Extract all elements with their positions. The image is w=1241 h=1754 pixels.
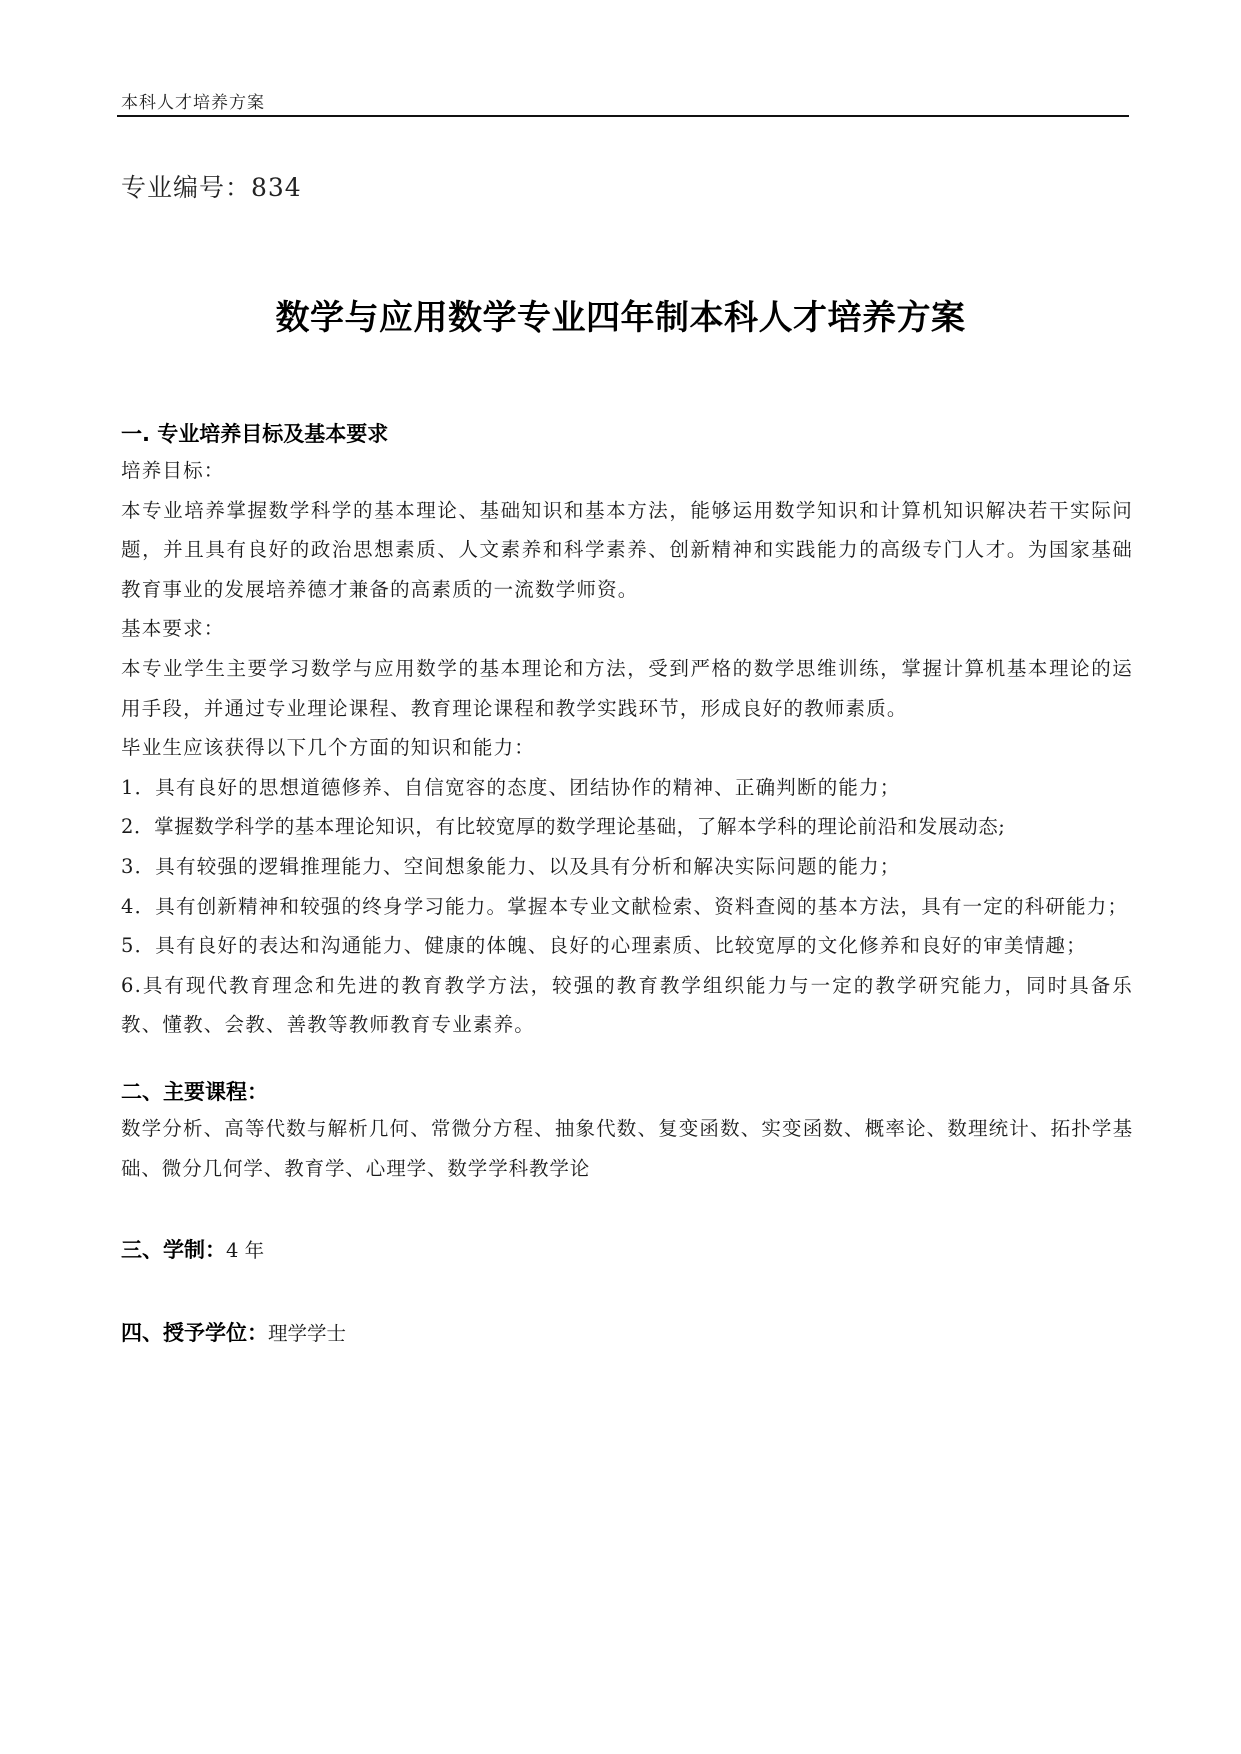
degree-value: 理学学士 [268, 1322, 347, 1346]
duration-value: 4 年 [226, 1239, 265, 1263]
ability-item: 2．掌握数学科学的基本理论知识，有比较宽厚的数学理论基础，了解本学科的理论前沿和发展动态; [121, 815, 1006, 839]
abilities-intro: 毕业生应该获得以下几个方面的知识和能力： [121, 736, 536, 760]
goal-label: 培养目标： [121, 459, 225, 482]
section-4-line [121, 1313, 1133, 1354]
section-3-heading: 三、学制： [121, 1238, 226, 1263]
ability-item: 6.具有现代教育理念和先进的教育教学方法，较强的教育教学组织能力与一定的教学研究能力，同时具备乐教、懂教、会教、善教等教师教育专业素养。 [121, 973, 1133, 1037]
section-2-heading: 二、主要课程： [121, 1079, 268, 1104]
ability-item: 3．具有较强的逻辑推理能力、空间想象能力、以及具有分析和解决实际问题的能力； [121, 854, 901, 878]
section-3-line [121, 1230, 1133, 1271]
major-code: 专业编号：834 [121, 173, 302, 202]
section-1-heading: 一. 专业培养目标及基本要求 [121, 422, 389, 446]
ability-item: 4．具有创新精神和较强的终身学习能力。掌握本专业文献检索、资料查阅的基本方法，具有一定的科研能力； [121, 894, 1129, 918]
requirements-label: 基本要求： [121, 617, 225, 641]
courses-list: 数学分析、高等代数与解析几何、常微分方程、抽象代数、复变函数、实变函数、概率论、数理统计、拓扑学基础、微分几何学、教育学、心理学、数学学科教学论 [121, 1116, 1133, 1180]
ability-item: 5．具有良好的表达和沟通能力、健康的体魄、良好的心理素质、比较宽厚的文化修养和良好的审美情趣； [121, 934, 1087, 958]
requirements-paragraph: 本专业学生主要学习数学与应用数学的基本理论和方法，受到严格的数学思维训练，掌握计算机基本理论的运用手段，并通过专业理论课程、教育理论课程和教学实践环节，形成良好的教师素质。 [121, 656, 1133, 720]
section-4-heading: 四、授予学位： [121, 1321, 268, 1346]
goal-paragraph: 本专业培养掌握数学科学的基本理论、基础知识和基本方法，能够运用数学知识和计算机知识解决若干实际问题，并且具有良好的政治思想素质、人文素养和科学素养、创新精神和实践能力的高级专门人才。为国家基础教育事业的发展培养德才兼备的高素质的一流数学师资。 [121, 498, 1133, 601]
document-title: 数学与应用数学专业四年制本科人才培养方案 [275, 298, 966, 338]
header-divider [117, 115, 1129, 117]
ability-item: 1．具有良好的思想道德修养、自信宽容的态度、团结协作的精神、正确判断的能力； [121, 775, 901, 799]
running-header: 本科人才培养方案 [121, 93, 265, 113]
document-body [121, 417, 1133, 1354]
